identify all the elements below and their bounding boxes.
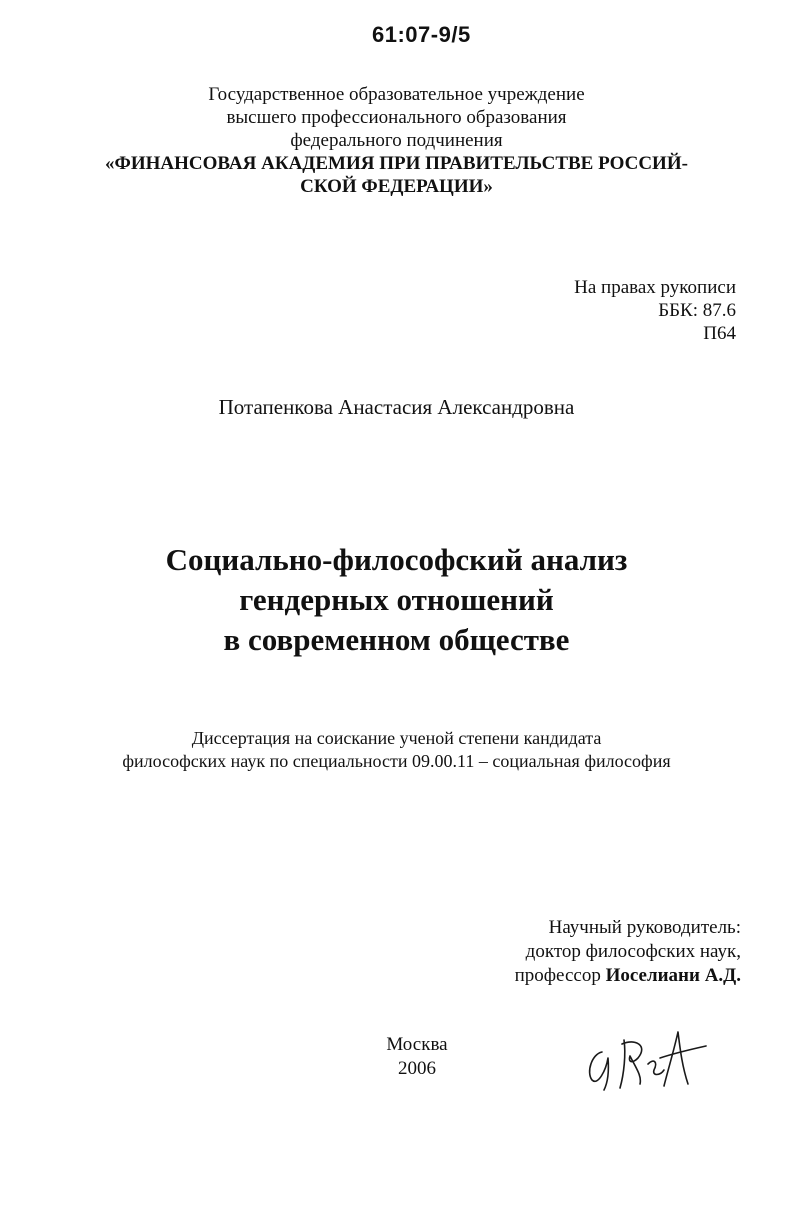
catalog-stamp: 61:07-9/5 (372, 22, 471, 47)
supervisor-name: Иоселиани А.Д. (605, 965, 741, 986)
dissertation-description (0, 727, 793, 773)
title-line-1: Социально-философский анализ (165, 542, 628, 577)
title-line-3: в современном обществе (223, 622, 570, 657)
place-and-year (367, 1033, 467, 1081)
description-line-2: философских наук по специальности 09.00.11 – социальная философия (122, 751, 671, 771)
year: 2006 (398, 1058, 436, 1079)
dissertation-title (0, 540, 793, 660)
author-name: Потапенкова Анастасия Александровна (218, 395, 575, 419)
institution-line-1: Государственное образовательное учреждение (208, 84, 585, 105)
rights-block (574, 276, 736, 345)
supervisor-block (515, 916, 741, 988)
author-sign-code: П64 (703, 323, 736, 344)
institution-line-2: высшего профессионального образования (226, 107, 567, 128)
supervisor-degree: доктор философских наук, (525, 941, 741, 962)
description-line-1: Диссертация на соискание ученой степени кандидата (191, 728, 602, 748)
institution-name-line-2: СКОЙ ФЕДЕРАЦИИ» (300, 176, 493, 197)
bbk-code: ББК: 87.6 (658, 300, 736, 321)
rights-label: На правах рукописи (574, 277, 736, 298)
supervisor-label: Научный руководитель: (548, 917, 741, 938)
supervisor-position-line (515, 964, 741, 988)
supervisor-position: профессор (514, 965, 601, 986)
handwritten-signature (580, 1020, 720, 1100)
institution-name-line-1: «ФИНАНСОВАЯ АКАДЕМИЯ ПРИ ПРАВИТЕЛЬСТВЕ РОССИЙ- (105, 153, 688, 174)
institution-line-3: федерального подчинения (290, 130, 503, 151)
institution-block (0, 83, 793, 198)
city: Москва (386, 1034, 448, 1055)
title-line-2: гендерных отношений (239, 582, 554, 617)
